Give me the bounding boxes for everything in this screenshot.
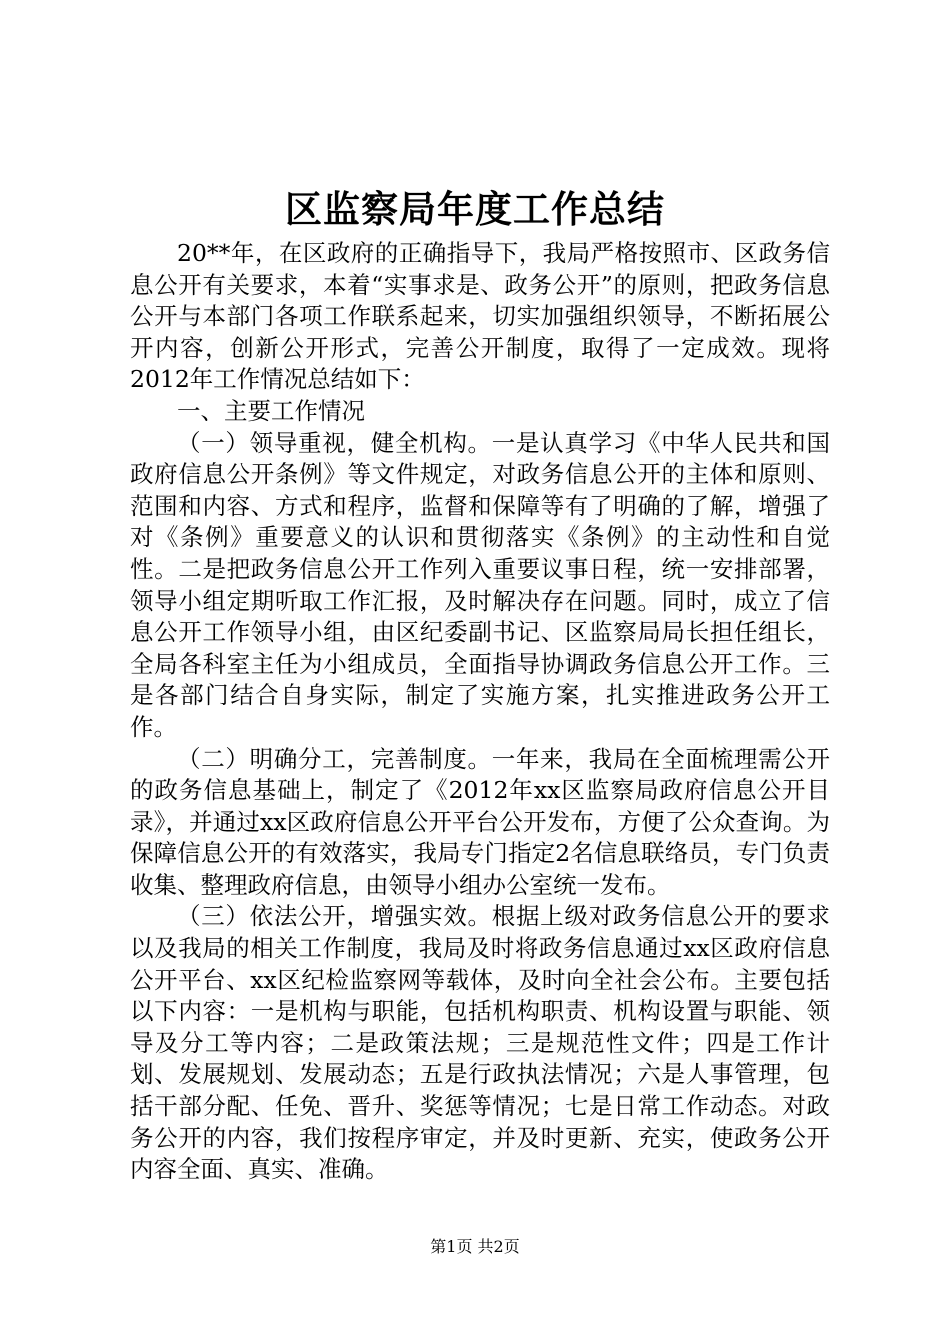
section-heading: 一、主要工作情况 [177,396,365,425]
document-body [130,238,830,1186]
paragraph-intro: 20**年，在区政府的正确指导下，我局严格按照市、区政务信息公开有关要求，本着“实事求是、政务公开”的原则，把政务信息公开与本部门各项工作联系起来，切实加强组织领导，不断拓展公开内容，创新公开形式，完善公开制度，取得了一定成效。现将2012年工作情况总结如下： [130,239,830,394]
page-footer: 第1页 共2页 [430,1237,520,1256]
paragraph-leadership: （一）领导重视，健全机构。一是认真学习《中华人民共和国政府信息公开条例》等文件规定，对政务信息公开的主体和原则、范围和内容、方式和程序，监督和保障等有了明确的了解，增强了对《条例》重要意义的认识和贯彻落实《条例》的主动性和自觉性。二是把政务信息公开工作列入重要议事日程，统一安排部署，领导小组定期听取工作汇报，及时解决存在问题。同时，成立了信息公开工作领导小组，由区纪委副书记、区监察局局长担任组长，全局各科室主任为小组成员，全面指导协调政务信息公开工作。三是各部门结合自身实际，制定了实施方案，扎实推进政务公开工作。 [130,428,830,741]
paragraph-disclosure: （三）依法公开，增强实效。根据上级对政务信息公开的要求以及我局的相关工作制度，我局及时将政务信息通过xx区政府信息公开平台、xx区纪检监察网等载体，及时向全社会公布。主要包括以下内容：一是机构与职能，包括机构职责、机构设置与职能、领导及分工等内容；二是政策法规；三是规范性文件；四是工作计划、发展规划、发展动态；五是行政执法情况；六是人事管理，包括干部分配、任免、晋升、奖惩等情况；七是日常工作动态。对政务公开的内容，我们按程序审定，并及时更新、充实，使政务公开内容全面、真实、准确。 [130,902,830,1184]
document-title: 区监察局年度工作总结 [285,187,665,231]
paragraph-division: （二）明确分工，完善制度。一年来，我局在全面梳理需公开的政务信息基础上，制定了《2012年xx区监察局政府信息公开目录》，并通过xx区政府信息公开平台公开发布，方便了公众查询。为保障信息公开的有效落实，我局专门指定2名信息联络员，专门负责收集、整理政府信息，由领导小组办公室统一发布。 [130,744,830,899]
